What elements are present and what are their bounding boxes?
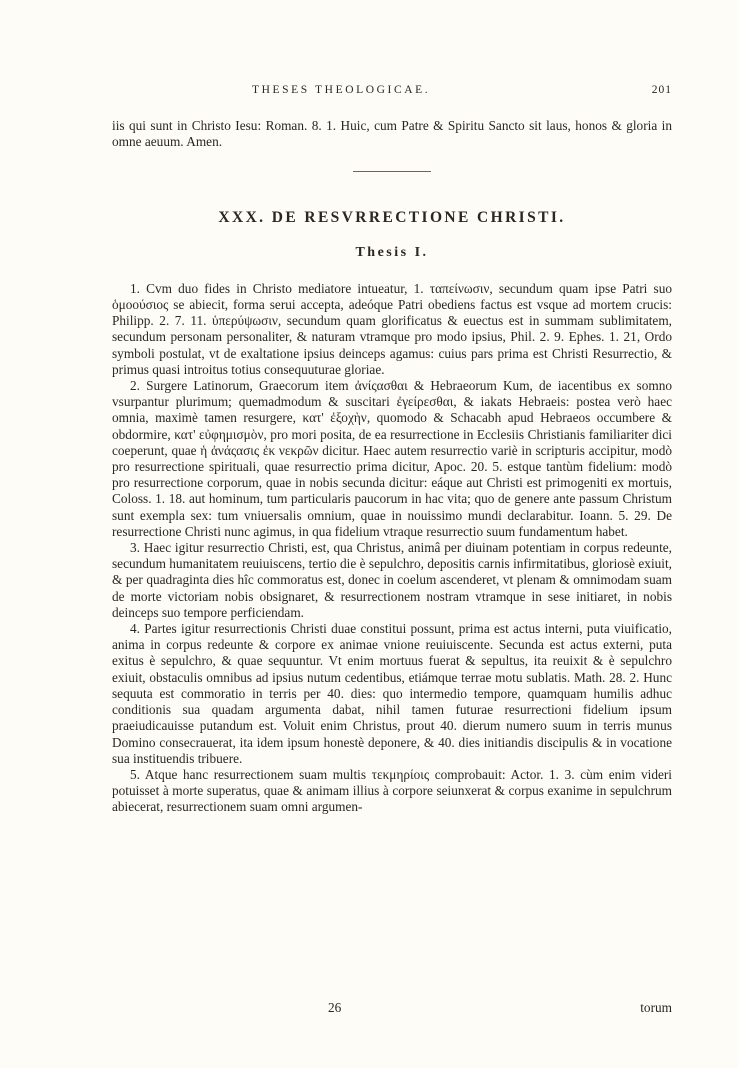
paragraph-1: 1. Cvm duo fides in Christo mediatore intueatur, 1. ταπείνωσιν, secundum quam ipse Patri suo ὁμοούσιος se abiecit, forma serui accepta, adeóque Patri obediens factus est vsque ad mortem crucis: Philipp. 2. 7. 11. ὑπερύψωσιν, secundum quam glorificatus & euectus est in summam sublimitatem, secundum personam personaliter, & naturam vtramque pro modo ipsius, Phil. 2. 9. Ephes. 1. 21, Ordo symboli postulat, vt de exaltatione ipsius deinceps agamus: cuius pars prima est Christi Resurrectio, & primus quasi introitus totius consequuturae gloriae. (112, 280, 672, 377)
paragraph-5: 5. Atque hanc resurrectionem suam multis τεκμηρίοις comprobauit: Actor. 1. 3. cùm enim videri potuisset à morte superatus, quae & animam illius à corpore seiunxerat & corpus exanime in sepulchrum abiecerat, resurrectionem suam omni argumen- (112, 766, 672, 815)
running-title: THESES THEOLOGICAE. (252, 84, 431, 96)
section-divider (353, 171, 431, 172)
paragraph-2: 2. Surgere Latinorum, Graecorum item ἀνίςασθαι & Hebraeorum Kum, de iacentibus ex somno vsurpantur plurimum; quemadmodum & suscitari ἐγείρεσθαι, & iakats Hebraeis: postea verò haec omnia, maximè tamen resurgere, κατ' ἐξοχὴν, quomodo & Schacabh apud Hebraeos occumbere & obdormire, κατ' εὐφημισμὸν, pro mori posita, de ea resurrectione in Ecclesiis Christianis familiariter dici coeperunt, quae ἡ ἀνάςασις ἐκ νεκρῶν dicitur. Haec autem resurrectio variè in scripturis accipitur, modò pro resurrectione spirituali, quae resurrectio prima dicitur, Apoc. 20. 5. estque tantùm fidelium: modò pro resurrectione corporum, quae in nobis secunda dicitur: eáque aut Christi est primogeniti ex mortuis, Coloss. 1. 18. aut hominum, tum particularis paucorum in hac vita; quo de genere ante passum Christum sunt exempla sex: tum vniuersalis omnium, quae in nouissimo mundi declarabitur. Ioann. 5. 29. De resurrectione Christi nunc agimus, in qua fidelium vtraque resurrectio suum fundamentum habet. (112, 378, 672, 539)
paragraph-3: 3. Haec igitur resurrectio Christi, est, qua Christus, animâ per diuinam potentiam in corpus redeunte, secundum humanitatem reuiuiscens, tertio die è sepulchro, depositis carnis infirmitatibus, gloriosè exiuit, & per quadraginta dies hîc commoratus est, donec in coelum ascenderet, vt plenam & omnimodam suam de morte victoriam nobis obsignaret, & resurrectionem nostram vtramque in sese initiaret, in nobis deinceps suo tempore perficiendam. (112, 540, 672, 620)
catchword: torum (640, 1000, 672, 1015)
page-body (112, 118, 672, 816)
chapter-title: XXX. DE RESVRRECTIONE CHRISTI. (218, 209, 566, 227)
thesis-title: Thesis I. (355, 244, 429, 260)
paragraph-4: 4. Partes igitur resurrectionis Christi duae constitui possunt, prima est actus interni, puta viuificatio, anima in corpus redeunte & corpore ex animae vnione reuiuiscente. Secunda est actus externi, puta exitus è sepulchro, & quae sequuntur. Vt enim mortuus fuerat & sepultus, ita reuixit & è sepulchro exiuit, obstaculis omnibus ad ipsius nutum cedentibus, etiámque terrae motu sublatis. Math. 28. 2. Hunc sequuta est commoratio in terris per 40. dies: quo intermedio tempore, quamquam humilis adhuc conditionis sua quadam argumenta dabat, nihil tamen futurae resurrectioni fidelium ipsum praeiudicauisse putandum est. Voluit enim Christus, prout 40. dierum numero suum in terris munus Domino consecrauerat, ita idem ipsum honestè deponere, & 40. dies initiandis discipulis & in vocatione sua instituendis tribuere. (112, 621, 672, 766)
page-header (112, 84, 672, 102)
page-number: 201 (651, 84, 672, 96)
page-footer (112, 1000, 672, 1016)
intro-paragraph: iis qui sunt in Christo Iesu: Roman. 8. 1. Huic, cum Patre & Spiritu Sancto sit laus, honos & gloria in omne aeuum. Amen. (112, 118, 672, 150)
signature-mark: 26 (328, 1000, 342, 1015)
